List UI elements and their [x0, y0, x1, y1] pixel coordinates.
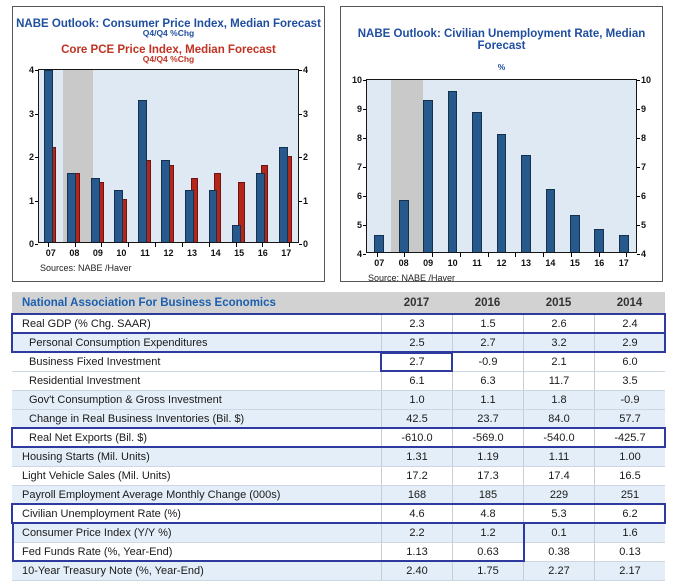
row-label: Gov't Consumption & Gross Investment	[29, 394, 222, 406]
value-cell: 6.2	[594, 505, 665, 523]
y-tick-label: 4	[303, 65, 309, 75]
y-tick-mark	[299, 157, 302, 158]
value-cell: 0.1	[523, 524, 594, 542]
cpi-chart-subtitle: Q4/Q4 %Chg	[142, 28, 195, 38]
bar-civilian-unemployment-rate-11	[472, 112, 482, 252]
row-label: Fed Funds Rate (%, Year-End)	[22, 546, 173, 558]
y-tick-mark	[637, 138, 640, 139]
x-tick-mark	[182, 243, 183, 247]
value-cell: 4.8	[452, 505, 523, 523]
y-tick-label: 9	[641, 103, 647, 114]
value-cell: 2.17	[594, 562, 665, 580]
row-label: Real Net Exports (Bil. $)	[29, 432, 147, 444]
x-axis-labels	[21, 247, 316, 258]
chart-source: Sources: NABE /Haver	[40, 263, 132, 273]
value-cell: -569.0	[452, 429, 523, 447]
y-tick-label: 4	[28, 65, 34, 75]
year-column-header: 2014	[616, 297, 643, 309]
x-tick-label: 09	[423, 258, 434, 268]
value-cell: 0.38	[523, 543, 594, 561]
value-cell: -425.7	[594, 429, 665, 447]
x-tick-label: 17	[618, 258, 629, 268]
x-tick-mark	[432, 253, 433, 257]
cpi-chart-title: NABE Outlook: Consumer Price Index, Median Forecast	[16, 18, 321, 30]
nabe-forecast-table	[12, 292, 665, 581]
table-row	[12, 352, 665, 371]
y-tick-mark	[637, 167, 640, 168]
x-tick-label: 13	[187, 248, 198, 258]
table-row	[12, 447, 665, 466]
value-cell: 17.2	[381, 467, 452, 485]
x-tick-label: 15	[234, 248, 245, 258]
value-cell: 2.9	[594, 334, 665, 352]
y-tick-mark	[637, 80, 640, 81]
bar-civilian-unemployment-rate-15	[570, 215, 580, 252]
table-body	[12, 314, 665, 580]
row-label: Civilian Unemployment Rate (%)	[22, 508, 181, 520]
row-label: Housing Starts (Mil. Units)	[22, 451, 150, 463]
table-row	[12, 333, 665, 352]
x-tick-mark	[543, 253, 544, 257]
x-tick-mark	[515, 253, 516, 257]
table-header-row	[12, 292, 665, 314]
y-tick-label: 8	[356, 132, 362, 143]
bar-consumer-price-index-13	[185, 190, 194, 242]
x-tick-mark	[460, 253, 461, 257]
x-tick-label: 14	[545, 258, 556, 268]
bar-civilian-unemployment-rate-09	[423, 100, 433, 252]
y-tick-label: 3	[28, 108, 34, 119]
y-tick-label: 7	[356, 162, 362, 172]
row-label: Payroll Employment Average Monthly Change (000s)	[22, 489, 281, 501]
x-tick-label: 12	[496, 258, 507, 268]
value-cell: -610.0	[381, 429, 452, 447]
value-cell: 42.5	[381, 410, 452, 428]
value-cell: 2.6	[523, 315, 594, 333]
value-cell: 3.2	[523, 334, 594, 352]
cpi-pce-plot	[38, 69, 299, 243]
value-cell: 185	[452, 486, 523, 504]
value-cell: 23.7	[452, 410, 523, 428]
left-y-axis	[21, 65, 38, 249]
value-cell: 0.13	[594, 543, 665, 561]
unemployment-chart-panel	[340, 6, 663, 282]
pce-chart-title: Core PCE Price Index, Median Forecast	[61, 44, 276, 56]
bar-consumer-price-index-14	[209, 190, 218, 242]
table-row	[12, 523, 665, 542]
value-cell: -540.0	[523, 429, 594, 447]
row-label: Real GDP (% Chg. SAAR)	[22, 318, 151, 330]
bar-consumer-price-index-10	[114, 190, 123, 242]
table-row	[12, 466, 665, 485]
value-cell: 2.27	[523, 562, 594, 580]
value-cell: 17.4	[523, 467, 594, 485]
y-tick-mark	[637, 196, 640, 197]
table-row	[12, 504, 665, 523]
y-tick-label: 10	[641, 75, 652, 85]
left-y-axis	[349, 75, 366, 259]
value-cell: 2.7	[452, 334, 523, 352]
value-cell: -0.9	[452, 353, 523, 371]
bar-consumer-price-index-12	[161, 160, 170, 242]
bar-consumer-price-index-11	[138, 100, 147, 242]
y-tick-label: 6	[641, 190, 647, 201]
bar-consumer-price-index-17	[279, 147, 288, 242]
x-axis-labels	[349, 257, 654, 268]
y-tick-label: 9	[356, 103, 362, 114]
right-y-axis	[637, 75, 654, 259]
bar-consumer-price-index-07	[44, 70, 53, 242]
chart-source: Source: NABE /Haver	[368, 273, 456, 283]
value-cell: 1.11	[523, 448, 594, 466]
y-tick-label: 1	[28, 195, 34, 206]
row-label: Residential Investment	[29, 375, 141, 387]
y-tick-mark	[299, 114, 302, 115]
value-cell: 17.3	[452, 467, 523, 485]
x-tick-label: 07	[45, 248, 56, 258]
x-tick-label: 08	[398, 258, 409, 268]
value-cell: 1.00	[594, 448, 665, 466]
bar-civilian-unemployment-rate-08	[399, 200, 409, 252]
y-tick-mark	[637, 109, 640, 110]
x-tick-mark	[404, 253, 405, 257]
pce-chart-subtitle: Q4/Q4 %Chg	[142, 54, 195, 64]
x-tick-mark	[128, 243, 129, 247]
row-label: Personal Consumption Expenditures	[29, 337, 208, 349]
x-tick-label: 08	[69, 248, 80, 258]
bar-consumer-price-index-08	[67, 173, 76, 242]
value-cell: 1.0	[381, 391, 452, 409]
bar-civilian-unemployment-rate-12	[497, 134, 507, 252]
x-tick-mark	[155, 243, 156, 247]
value-cell: 6.0	[594, 353, 665, 371]
y-tick-label: 8	[641, 132, 647, 143]
x-tick-label: 09	[92, 248, 103, 258]
value-cell: 1.19	[452, 448, 523, 466]
bar-civilian-unemployment-rate-14	[546, 189, 556, 252]
value-cell: 57.7	[594, 410, 665, 428]
x-tick-mark	[599, 253, 600, 257]
x-tick-label: 16	[594, 258, 605, 268]
bar-consumer-price-index-15	[232, 225, 241, 242]
y-tick-label: 10	[351, 75, 362, 85]
bar-civilian-unemployment-rate-07	[374, 235, 384, 252]
x-tick-mark	[236, 243, 237, 247]
value-cell: 1.8	[523, 391, 594, 409]
value-cell: 5.3	[523, 505, 594, 523]
x-tick-mark	[262, 243, 263, 247]
y-tick-mark	[299, 70, 302, 71]
x-axis-ticks	[21, 243, 316, 247]
row-label: Consumer Price Index (Y/Y %)	[22, 527, 172, 539]
value-cell: 1.2	[452, 524, 523, 542]
value-cell: 2.1	[523, 353, 594, 371]
table-row	[12, 371, 665, 390]
value-cell: 2.5	[381, 334, 452, 352]
y-tick-label: 0	[303, 239, 309, 249]
y-tick-mark	[299, 201, 302, 202]
year-column-header: 2016	[474, 297, 501, 309]
value-cell: 1.5	[452, 315, 523, 333]
cpi-pce-chart-panel	[12, 6, 325, 282]
x-tick-label: 16	[257, 248, 268, 258]
x-tick-mark	[289, 243, 290, 247]
y-tick-label: 5	[641, 220, 647, 230]
bar-civilian-unemployment-rate-13	[521, 155, 531, 252]
year-column-header: 2017	[403, 297, 430, 309]
value-cell: 1.1	[452, 391, 523, 409]
bar-civilian-unemployment-rate-16	[594, 229, 604, 252]
value-cell: 2.4	[594, 315, 665, 333]
x-tick-mark	[209, 243, 210, 247]
y-tick-label: 1	[303, 195, 309, 206]
x-tick-mark	[48, 243, 49, 247]
x-tick-mark	[626, 253, 627, 257]
unemployment-chart-title: NABE Outlook: Civilian Unemployment Rate, Median Forecast	[357, 28, 646, 52]
bar-consumer-price-index-09	[91, 178, 100, 243]
x-tick-label: 17	[281, 248, 292, 258]
row-label: Light Vehicle Sales (Mil. Units)	[22, 470, 171, 482]
table-title: National Association For Business Economics	[22, 297, 276, 309]
x-tick-mark	[377, 253, 378, 257]
row-label: 10-Year Treasury Note (%, Year-End)	[22, 565, 204, 577]
value-cell: 1.31	[381, 448, 452, 466]
x-tick-label: 10	[447, 258, 458, 268]
value-cell: 0.63	[452, 543, 523, 561]
value-cell: 4.6	[381, 505, 452, 523]
value-cell: -0.9	[594, 391, 665, 409]
y-tick-mark	[637, 225, 640, 226]
x-tick-label: 10	[116, 248, 127, 258]
x-axis-ticks	[349, 253, 654, 257]
table-row	[12, 561, 665, 580]
y-tick-label: 2	[303, 152, 309, 162]
value-cell: 251	[594, 486, 665, 504]
value-cell: 11.7	[523, 372, 594, 390]
y-tick-label: 3	[303, 108, 309, 119]
x-tick-label: 15	[569, 258, 580, 268]
table-row	[12, 485, 665, 504]
value-cell: 2.40	[381, 562, 452, 580]
value-cell: 1.13	[381, 543, 452, 561]
value-cell: 16.5	[594, 467, 665, 485]
value-cell: 2.2	[381, 524, 452, 542]
value-cell: 1.75	[452, 562, 523, 580]
value-cell: 1.6	[594, 524, 665, 542]
x-tick-label: 12	[163, 248, 174, 258]
y-tick-label: 5	[356, 220, 362, 230]
x-tick-label: 13	[520, 258, 531, 268]
x-tick-mark	[75, 243, 76, 247]
x-tick-label: 11	[472, 258, 482, 268]
unemployment-plot	[366, 79, 637, 253]
right-y-axis	[299, 65, 316, 249]
x-tick-label: 14	[210, 248, 221, 258]
table-row	[12, 409, 665, 428]
y-tick-label: 2	[28, 152, 34, 162]
x-tick-mark	[571, 253, 572, 257]
value-cell: 168	[381, 486, 452, 504]
x-tick-mark	[488, 253, 489, 257]
unemployment-chart-subtitle: %	[497, 62, 506, 72]
value-cell: 3.5	[594, 372, 665, 390]
y-tick-label: 6	[356, 190, 362, 201]
x-tick-label: 11	[140, 248, 150, 258]
table-row	[12, 428, 665, 447]
table-row	[12, 314, 665, 333]
table-row	[12, 542, 665, 561]
bar-consumer-price-index-16	[256, 173, 265, 242]
y-tick-label: 0	[28, 239, 34, 249]
y-tick-label: 4	[641, 249, 647, 259]
year-column-header: 2015	[545, 297, 572, 309]
value-cell: 2.7	[381, 353, 452, 371]
y-tick-label: 7	[641, 162, 647, 172]
value-cell: 6.3	[452, 372, 523, 390]
row-label: Change in Real Business Inventories (Bil. $)	[29, 413, 245, 425]
row-label: Business Fixed Investment	[29, 356, 161, 368]
x-tick-label: 07	[374, 258, 385, 268]
table-row	[12, 390, 665, 409]
bar-civilian-unemployment-rate-17	[619, 235, 629, 252]
y-tick-label: 4	[356, 249, 362, 259]
value-cell: 6.1	[381, 372, 452, 390]
value-cell: 84.0	[523, 410, 594, 428]
x-tick-mark	[101, 243, 102, 247]
bar-civilian-unemployment-rate-10	[448, 91, 458, 252]
value-cell: 2.3	[381, 315, 452, 333]
value-cell: 229	[523, 486, 594, 504]
